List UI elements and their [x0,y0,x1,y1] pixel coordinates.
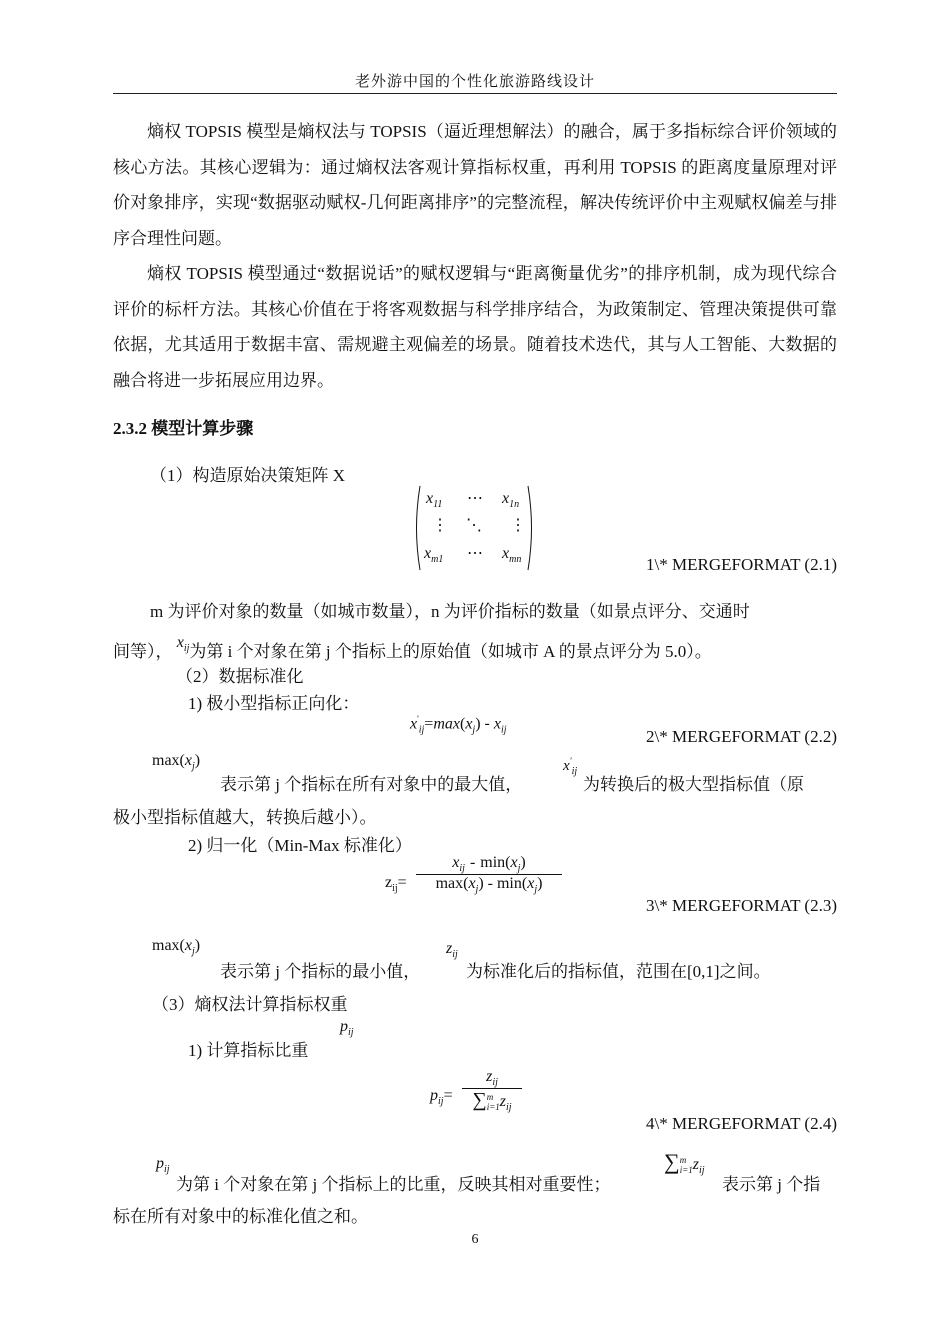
zij-lhs: $z_{ij}=$ [385,874,407,894]
step2-desc2-mid: 表示第 j 个指标的最小值， [220,962,421,981]
step1-title: （1）构造原始决策矩阵 X [150,466,346,485]
step2-desc1-mid: 表示第 j 个指标在所有对象中的最大值， [220,775,523,794]
pij-symbol-heading: $p_{ij}$ [340,1018,354,1038]
matrix-x11: $x_{11}$ [426,490,443,510]
pij-symbol: $p_{ij}$ [156,1155,170,1175]
step2-title: （2）数据标准化 [176,667,304,686]
intro-paragraph-1: 熵权 TOPSIS 模型是熵权法与 TOPSIS（逼近理想解法）的融合，属于多指标综合评价领域的核心方法。其核心逻辑为：通过熵权法客观计算指标权重，再利用 TOPSIS 的距离度量原理对评价对象排序，实现“数据驱动赋权-几何距离排序”的完整流程，解决传统评价中主观赋权偏差与排序合理性问题。 [113,122,837,248]
step3-subtitle-1: 1) 计算指标比重 [188,1041,309,1060]
fraction-numerator: $z_{ij}$ [486,1068,498,1088]
pij-lhs: $p_{ij}=$ [430,1087,453,1107]
matrix-vdots-left: ⋮ [432,517,448,534]
step2-subtitle-1: 1) 极小型指标正向化： [188,694,360,713]
matrix-hdots-bottom: ⋯ [467,545,483,562]
equation-2-4-fraction [462,1068,522,1113]
xij-symbol: $x_{ij}$ [176,634,190,654]
xprime-ij-symbol: $x'_{ij}$ [563,756,578,777]
step3-desc-mid: 为第 i 个对象在第 j 个指标上的比重，反映其相对重要性； [176,1175,611,1194]
maxxj-symbol-2: $\max(x_j)$ [152,937,201,957]
fraction-denominator: $\max(x_j) - \min(x_j)$ [435,875,543,895]
equation-number-2-3: 3\* MERGEFORMAT (2.3) [646,896,837,915]
step2-desc1-post: 为转换后的极大型指标值（原 [583,775,804,794]
step1-description-line2: 间等）， $x_{ij}$为第 i 个对象在第 j 个指标上的原始值（如城市 A 的景点评分为 5.0）。 [113,634,712,661]
running-header: 老外游中国的个性化旅游路线设计 [354,74,595,90]
equation-2-3-fraction [416,854,562,895]
step2-desc1-line2: 极小型指标值越大，转换后越小）。 [113,808,377,827]
matrix-hdots-top: ⋯ [467,490,483,507]
equation-number-2-4: 4\* MERGEFORMAT (2.4) [646,1114,837,1133]
step2-subtitle-2: 2) 归一化（Min-Max 标准化） [188,836,412,855]
matrix-x1n: $x_{1n}$ [502,490,520,510]
equation-number-2-2: 2\* MERGEFORMAT (2.2) [646,727,837,746]
fraction-numerator: $x_{ij} - \min(x_j)$ [452,854,526,874]
step1-description-line1: m 为评价对象的数量（如城市数量），n 为评价指标的数量（如景点评分、交通时 [150,602,750,621]
step2-desc2-post: 为标准化后的指标值，范围在[0,1]之间。 [466,962,771,981]
matrix-xm1: $x_{m1}$ [424,545,444,565]
zij-symbol: $z_{ij}$ [446,940,458,960]
page-number: 6 [471,1232,479,1247]
step3-desc-post: 表示第 j 个指 [722,1175,821,1194]
matrix-xmn: $x_{mn}$ [502,545,522,565]
step3-title: （3）熵权法计算指标权重 [152,995,348,1014]
matrix-ddots: ⋱ [466,517,482,534]
equation-2-2: $x'_{ij}=\max(x_j) - x_{ij}$ [410,714,507,736]
sum-zij-symbol: ∑m $i=1z_{ij}$ [664,1149,705,1176]
step3-desc-line2: 标在所有对象中的标准化值之和。 [113,1207,368,1226]
fraction-denominator: ∑m $i=1z_{ij}$ [472,1089,512,1113]
matrix-vdots-right: ⋮ [510,517,526,534]
section-heading: 2.3.2 模型计算步骤 [113,419,254,438]
header-rule [113,93,837,94]
equation-number-2-1: 1\* MERGEFORMAT (2.1) [646,555,837,574]
maxxj-symbol: $\max(x_j)$ [152,752,201,772]
intro-paragraph-2: 熵权 TOPSIS 模型通过“数据说话”的赋权逻辑与“距离衡量优劣”的排序机制，成为现代综合评价的标杆方法。其核心价值在于将客观数据与科学排序结合，为政策制定、管理决策提供可靠依据，尤其适用于数据丰富、需规避主观偏差的场景。随着技术迭代，其与人工智能、大数据的融合将进一步拓展应用边界。 [113,264,837,390]
